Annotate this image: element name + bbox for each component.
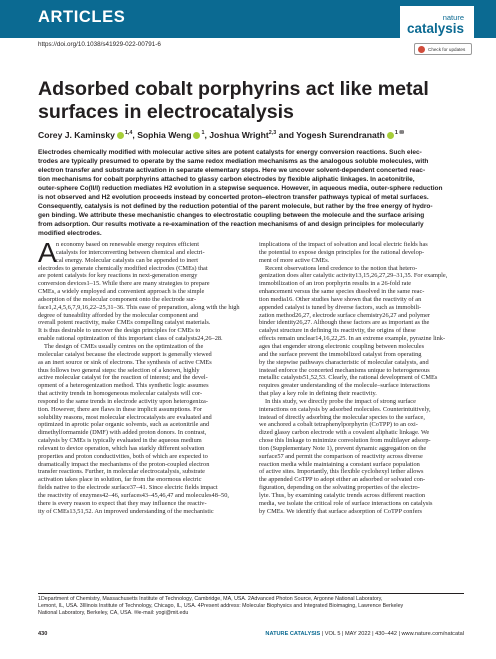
check-for-updates-label: Check for updates <box>428 46 466 52</box>
body-text-line: cal energy. Molecular catalysts can be appended to inert <box>56 256 198 264</box>
abstract-line: electron transfer and substrate activation in separate elementary steps. Here we uncover solvent-dependent concerted reac- <box>38 167 426 175</box>
body-text-line: immobilization of an iron porphyrin results in a 26-fold rate <box>259 280 412 288</box>
abstract <box>38 148 464 238</box>
body-text-line: enable rational optimization of this important class of catalysts24,26–28. <box>38 335 223 343</box>
abstract-line: trodes are typically presumed to operate by the same redox mediation mechanisms as the analogous soluble molecules, with <box>38 158 429 166</box>
body-text-line: chose this linkage to minimize convolution from multilayer adsorp- <box>259 437 431 445</box>
body-text-line: by CMEs. We identify that surface adsorption of CoTPP confers <box>259 507 422 515</box>
body-text-line: degree of tuneability afforded by the molecular component and <box>38 311 199 319</box>
body-text-line: fields native to the electrode surface37–41. Since electric fields impact <box>38 484 218 492</box>
crossmark-icon <box>418 46 425 53</box>
body-text-line: that activity trends in homogeneous molecular catalysts will cor- <box>38 390 203 398</box>
affiliation-footnotes <box>38 596 464 617</box>
body-text-line: activation takes place in solution, far from the enormous electric <box>38 476 202 484</box>
body-text-line: as an inert source or sink of electrons. The synthesis of active CMEs <box>38 358 212 366</box>
body-text-line: respond to the same trends in electrode activity upon heterogeniza- <box>38 397 208 405</box>
journal-name[interactable]: NATURE CATALYSIS <box>265 631 321 637</box>
body-column-left <box>38 237 244 516</box>
body-text-line: CMEs, a widely employed and convenient approach is the simple <box>38 288 205 296</box>
body-text-line: the reactivity of enzymes42–46, surfaces43–45,46,47 and molecules48–50, <box>38 492 229 499</box>
body-text-line: tion media16. Other studies have shown that the reactivity of an <box>259 295 422 303</box>
author-name[interactable]: and Yogesh Surendranath <box>278 130 385 140</box>
body-text-line: tion (Supplementary Note 1), prevent dynamic aggregation on the <box>259 444 427 452</box>
body-text-line: solubility reasons, most molecular electrocatalysts are evaluated and <box>38 413 212 421</box>
body-text-line: transfer reactions. Further, in molecular electrocatalysis, substrate <box>38 468 205 476</box>
body-text-line: we anchored a cobalt tetraphenylporphyrin (CoTPP) to an oxi- <box>259 421 418 429</box>
abstract-line: from adsorption. Our results motivate a re-examination of the reaction mechanisms of and design principles for molecularly <box>38 221 424 229</box>
page-footer <box>38 631 464 641</box>
body-text-line: enhancement versus the same species dissolved in the same reac- <box>259 288 425 296</box>
body-text-line: optimized in aprotic polar organic solvents, such as acetonitrile and <box>38 421 210 429</box>
body-text-line: metallic catalysts51,52,53. Clearly, the rational development of CMEs <box>259 374 438 382</box>
doi-link[interactable]: https://doi.org/10.1038/s41929-022-00791-6 <box>38 41 161 48</box>
body-text-line: electrodes to generate chemically modified electrodes (CMEs) that <box>38 264 208 272</box>
author-name[interactable]: Joshua Wright <box>209 130 269 140</box>
section-label: ARTICLES <box>38 8 126 26</box>
body-text-line: lyte. Thus, by examining catalytic trends across different reaction <box>259 492 426 499</box>
body-text-line: It is thus desirable to uncover the design principles for CMEs to <box>38 327 201 335</box>
body-text-line: of active sites. Importantly, this flexible cyclohexyl tether allows <box>259 468 424 476</box>
body-text-line: media, we isolate the critical role of surface interactions on catalysis <box>259 499 433 507</box>
abstract-line: Electrodes chemically modified with molecular active sites are potent catalysts for energy conversion reactions. Such elec- <box>38 149 422 156</box>
author-affiliation: 2,3 <box>268 130 277 137</box>
author-affiliation: 1,4 <box>124 130 133 137</box>
footnote-divider <box>38 593 464 594</box>
body-text-line: molecular catalyst because the electrode support is generally viewed <box>38 350 212 358</box>
body-text-line: interactions on catalysis by adsorbed molecules. Counterintuitively, <box>259 405 431 413</box>
journal-logo[interactable] <box>407 14 464 35</box>
body-text-line: catalysis by CMEs is typically evaluated in the aqueous medium <box>38 437 202 445</box>
author-name[interactable]: Sophia Weng <box>137 130 192 140</box>
body-text-line: effects remain unclear14,16,22,25. In an extreme example, pyrazine link- <box>259 335 446 343</box>
abstract-line: outer-sphere Co(II/I) reduction mediates H2 evolution in a stepwise sequence. However, in aqueous media, outer-sphere reduction <box>38 185 443 193</box>
body-text-line: The design of CMEs usually centres on the optimization of the <box>44 342 204 350</box>
footnote-line: 1Department of Chemistry, Massachusetts Institute of Technology, Cambridge, MA, USA. 2Advanced Photon Source, Argonne National Laboratory, <box>38 596 383 602</box>
drop-cap: A <box>38 237 57 268</box>
body-text-line: dimethylformamide (DMF) with added proton donors. In contrast, <box>38 429 207 437</box>
body-text-line: there is every reason to expect that they may influence the reactiv- <box>38 499 207 507</box>
body-text-line: catalyst structure in defining its reactivity, the origins of these <box>259 327 416 335</box>
body-column-right <box>259 241 465 516</box>
body-text-line: the appended CoTPP to adopt either an adsorbed or solvated con- <box>259 476 426 484</box>
body-text-line: implications of the impact of solvation and local electric fields has <box>259 241 428 248</box>
body-text-line: ity of CMEs13,51,52. An improved understanding of the mechanistic <box>38 507 214 515</box>
body-text-line: the potential to expose design principles for the rational develop- <box>259 248 425 256</box>
abstract-line: Consequently, catalysis is not defined by the reduction potential of the parent molecule, but rather by the free energy of hydro- <box>38 203 433 211</box>
body-text-line: reaction media while maintaining a constant surface population <box>259 460 420 468</box>
body-text-line: Recent observations lend credence to the notion that hetero- <box>265 264 418 272</box>
body-text-line: active molecular catalyst for the reaction of interest; and the devel- <box>38 374 208 382</box>
body-text-line: requires greater understanding of the molecule–surface interactions <box>259 382 430 390</box>
body-text-line: binder identity26,27. Although these factors are as important as the <box>259 319 430 327</box>
body-text-line: conversion devices1–15. While there are many strategies to prepare <box>38 280 210 288</box>
check-for-updates-button[interactable] <box>414 43 472 55</box>
body-text-line: surface57 and permit the comparison of reactivity across diverse <box>259 452 423 460</box>
body-text-line: ment of more active CMEs. <box>259 256 330 264</box>
body-text-line: face1,2,4,5,6,7,9,16,22–25,31–36. This ease of preparation, along with the high <box>38 303 240 311</box>
journal-volume-info: | VOL 5 | MAY 2022 | 430–442 | www.nature.com/natcatal <box>320 631 464 637</box>
article-header <box>0 0 496 58</box>
page-number: 430 <box>38 631 48 637</box>
author-list: Corey J. Kaminsky $^{1,4}$, Sophia Weng $^1$, Joshua Wright$^{2,3}$ and Yogesh Surendranath $^{1 ✉}$ <box>38 130 404 140</box>
body-text-line: thus follows two general steps: the selection of a known, highly <box>38 366 200 374</box>
abstract-line: gen binding. We attribute these mechanistic changes to electrostatic coupling between the molecule and the surface arising <box>38 212 425 220</box>
abstract-line: tion mechanisms for cobalt porphyrins attached to glassy carbon electrodes by flexible aliphatic linkages. In acetonitrile, <box>38 176 415 184</box>
body-text-line: that play a key role in defining their reactivity. <box>259 390 377 398</box>
body-text-line: appended catalyst is tuned by diverse factors, such as immobili- <box>259 303 422 311</box>
body-text-line: catalysts for interconverting between chemical and electri- <box>56 248 205 256</box>
body-text-line: are potent catalysts for key reactions in next-generation energy <box>38 272 198 280</box>
author-name[interactable]: Corey J. Kaminsky <box>38 130 115 140</box>
footnote-line: Lemont, IL, USA. 3Illinois Institute of Technology, Chicago, IL, USA. 4Present address: Molecular Biophysics and Integrated Bioimaging, Lawrence Berkeley <box>38 603 404 609</box>
body-text-line: figuration, depending on the solvating properties of the electro- <box>259 484 420 492</box>
body-text-line: zation method26,27, electrode surface chemistry26,27 and polymer <box>259 311 431 319</box>
author-affiliation: 1 ✉ <box>394 130 404 137</box>
abstract-line: is not observed and H2 evolution proceeds instead by concerted proton–electron transfer pathways typical of metal surfaces. <box>38 194 429 202</box>
author-affiliation: 1 <box>201 130 205 137</box>
body-text-line: opment of a heterogenization method. This synthetic logic assumes <box>38 382 209 390</box>
body-text-line: by the stepwise pathways characteristic of molecular catalysts, and <box>259 358 429 366</box>
body-text-line: genization does alter catalytic activity13,15,26,27,29–31,35. For example, <box>259 272 448 280</box>
journal-logo-top: nature <box>442 13 464 22</box>
abstract-line: modified electrodes. <box>38 230 102 238</box>
body-text-line: ages that engender strong electronic coupling between molecules <box>259 342 425 350</box>
journal-logo-bottom: catalysis <box>406 20 464 36</box>
orcid-icon[interactable] <box>387 132 394 139</box>
body-text-line: properties and proton conductivities, both of which are expected to <box>38 452 208 460</box>
body-text-line: dized glassy carbon electrode with a covalent aliphatic linkage. We <box>259 429 430 437</box>
body-text-line: In this study, we directly probe the impact of strong surface <box>265 397 416 405</box>
orcid-icon[interactable] <box>193 132 200 139</box>
orcid-icon[interactable] <box>117 132 124 139</box>
body-text-line: dramatically impact the mechanisms of the proton-coupled electron <box>38 460 210 468</box>
body-text-line: adsorption of the molecular component onto the electrode sur- <box>38 295 197 303</box>
journal-citation <box>265 631 464 637</box>
body-text-line: n economy based on renewable energy requires efficient <box>56 241 199 248</box>
body-text-line: relevant to device operation, which has starkly different solvation <box>38 444 205 452</box>
body-text-line: and the surface prevent the immobilized catalyst from operating <box>259 350 422 358</box>
article-title: Adsorbed cobalt porphyrins act like metal surfaces in electrocatalysis <box>38 78 429 123</box>
footnote-line: National Laboratory, Berkeley, CA, USA. ✉e-mail: yogi@mit.edu <box>38 610 189 616</box>
body-text-line: instead enforce the concerted mechanisms unique to heterogeneous <box>259 366 430 374</box>
body-text-line: overall potent reactivity, make CMEs compelling catalyst materials. <box>38 319 211 327</box>
body-text-line: tion. However, there are flaws in these implicit assumptions. For <box>38 405 202 413</box>
body-text-line: instead of directly adsorbing the molecular species to the surface, <box>259 413 425 421</box>
